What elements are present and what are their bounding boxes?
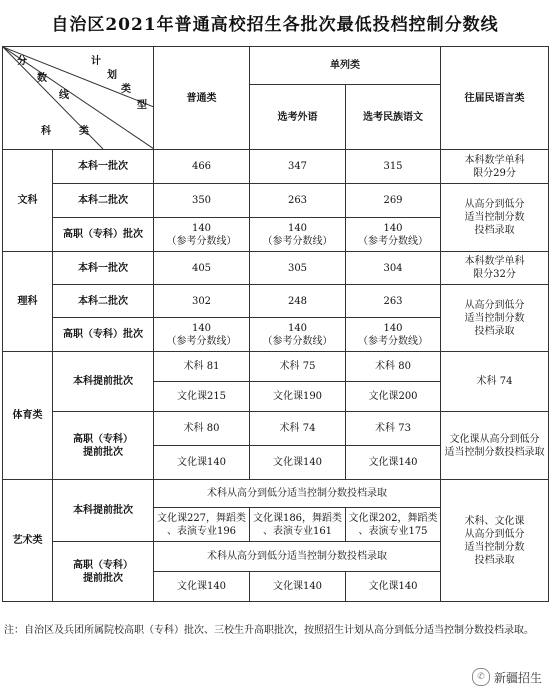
- batch-label: 高职（专科） 提前批次: [53, 542, 154, 602]
- merged-score-cell: 术科从高分到低分适当控制分数投档录取: [154, 542, 441, 572]
- score-cell: 304: [346, 252, 441, 285]
- score-cell: 140 （参考分数线）: [154, 218, 250, 252]
- score-cell: 347: [250, 150, 346, 184]
- source-logo: [472, 668, 542, 686]
- diag-char: 类: [79, 126, 89, 137]
- score-cell: 文化课140: [346, 446, 441, 480]
- score-cell: 文化课215: [154, 382, 250, 412]
- note-cell: 从高分到低分 适当控制分数 投档录取: [441, 285, 549, 352]
- score-cell: 466: [154, 150, 250, 184]
- col-header-waiyu: 选考外语: [250, 85, 346, 150]
- score-cell: 文化课186，舞蹈类 、表演专业161: [250, 508, 346, 542]
- score-cell: 文化课200: [346, 382, 441, 412]
- note-cell: 从高分到低分 适当控制分数 投档录取: [441, 184, 549, 252]
- score-cell: 263: [346, 285, 441, 318]
- score-cell: 术科 81: [154, 352, 250, 382]
- table-row: [3, 412, 549, 446]
- score-cell: 文化课227，舞蹈类 、表演专业196: [154, 508, 250, 542]
- note-cell: 本科数学单科 限分29分: [441, 150, 549, 184]
- table-row: [3, 252, 549, 285]
- logo-text: 新疆招生: [493, 670, 542, 685]
- batch-label: 本科二批次: [53, 285, 154, 318]
- score-cell: 248: [250, 285, 346, 318]
- score-cell: 文化课140: [346, 572, 441, 602]
- batch-label: 本科一批次: [53, 252, 154, 285]
- category-label: 体育类: [3, 352, 53, 480]
- diag-char: 划: [107, 70, 117, 81]
- batch-label: 高职（专科） 提前批次: [53, 412, 154, 480]
- footnote: 注：自治区及兵团所属院校高职（专科）批次、三校生升高职批次，按照招生计划从高分到低分适当控制分数投档录取。: [4, 625, 534, 636]
- batch-label: 高职（专科）批次: [53, 218, 154, 252]
- score-cell: 140 （参考分数线）: [154, 318, 250, 352]
- score-cell: 269: [346, 184, 441, 218]
- score-cell: 315: [346, 150, 441, 184]
- score-cell: 术科 73: [346, 412, 441, 446]
- note-cell: 术科、文化课 从高分到低分 适当控制分数 投档录取: [441, 480, 549, 602]
- score-cell: 140 （参考分数线）: [250, 318, 346, 352]
- batch-label: 高职（专科）批次: [53, 318, 154, 352]
- col-header-minyu: 选考民族语文: [346, 85, 441, 150]
- diag-char: 分: [17, 56, 27, 67]
- category-label: 文科: [3, 150, 53, 252]
- score-cell: 文化课140: [250, 446, 346, 480]
- table-row: [3, 184, 549, 218]
- table-row: [3, 285, 549, 318]
- score-cell: 文化课140: [250, 572, 346, 602]
- diag-char: 型: [137, 100, 147, 111]
- diag-char: 数: [37, 73, 47, 84]
- score-cell: 文化课202，舞蹈类 、表演专业175: [346, 508, 441, 542]
- score-cell: 140 （参考分数线）: [250, 218, 346, 252]
- score-cell: 140 （参考分数线）: [346, 218, 441, 252]
- table-row: [3, 480, 549, 508]
- score-cell: 140 （参考分数线）: [346, 318, 441, 352]
- wechat-icon: ✆: [472, 668, 490, 686]
- batch-label: 本科一批次: [53, 150, 154, 184]
- col-header-wangjie: 往届民语言类: [441, 47, 549, 150]
- batch-label: 本科提前批次: [53, 480, 154, 542]
- note-cell: 本科数学单科 限分32分: [441, 252, 549, 285]
- score-cell: 文化课140: [154, 572, 250, 602]
- col-header-putong: 普通类: [154, 47, 250, 150]
- diag-char: 科: [41, 126, 51, 137]
- diag-char: 类: [121, 84, 131, 95]
- score-cell: 405: [154, 252, 250, 285]
- score-cell: 302: [154, 285, 250, 318]
- score-cell: 术科 80: [154, 412, 250, 446]
- note-cell: 术科 74: [441, 352, 549, 412]
- score-cell: 350: [154, 184, 250, 218]
- table-row: [3, 352, 549, 382]
- diagonal-header-cell: [3, 47, 154, 150]
- score-cell: 263: [250, 184, 346, 218]
- score-cell: 术科 80: [346, 352, 441, 382]
- merged-score-cell: 术科从高分到低分适当控制分数投档录取: [154, 480, 441, 508]
- batch-label: 本科提前批次: [53, 352, 154, 412]
- diag-char: 计: [91, 56, 101, 67]
- score-cell: 305: [250, 252, 346, 285]
- note-cell: 文化课从高分到低分 适当控制分数投档录取: [441, 412, 549, 480]
- col-header-danlie: 单列类: [250, 47, 441, 85]
- batch-label: 本科二批次: [53, 184, 154, 218]
- score-cell: 文化课140: [154, 446, 250, 480]
- category-label: 艺术类: [3, 480, 53, 602]
- page-title: 自治区2021年普通高校招生各批次最低投档控制分数线: [51, 15, 499, 35]
- score-table: [2, 46, 549, 602]
- table-row: [3, 150, 549, 184]
- score-cell: 术科 75: [250, 352, 346, 382]
- diag-char: 线: [59, 90, 69, 101]
- score-cell: 术科 74: [250, 412, 346, 446]
- category-label: 理科: [3, 252, 53, 352]
- score-cell: 文化课190: [250, 382, 346, 412]
